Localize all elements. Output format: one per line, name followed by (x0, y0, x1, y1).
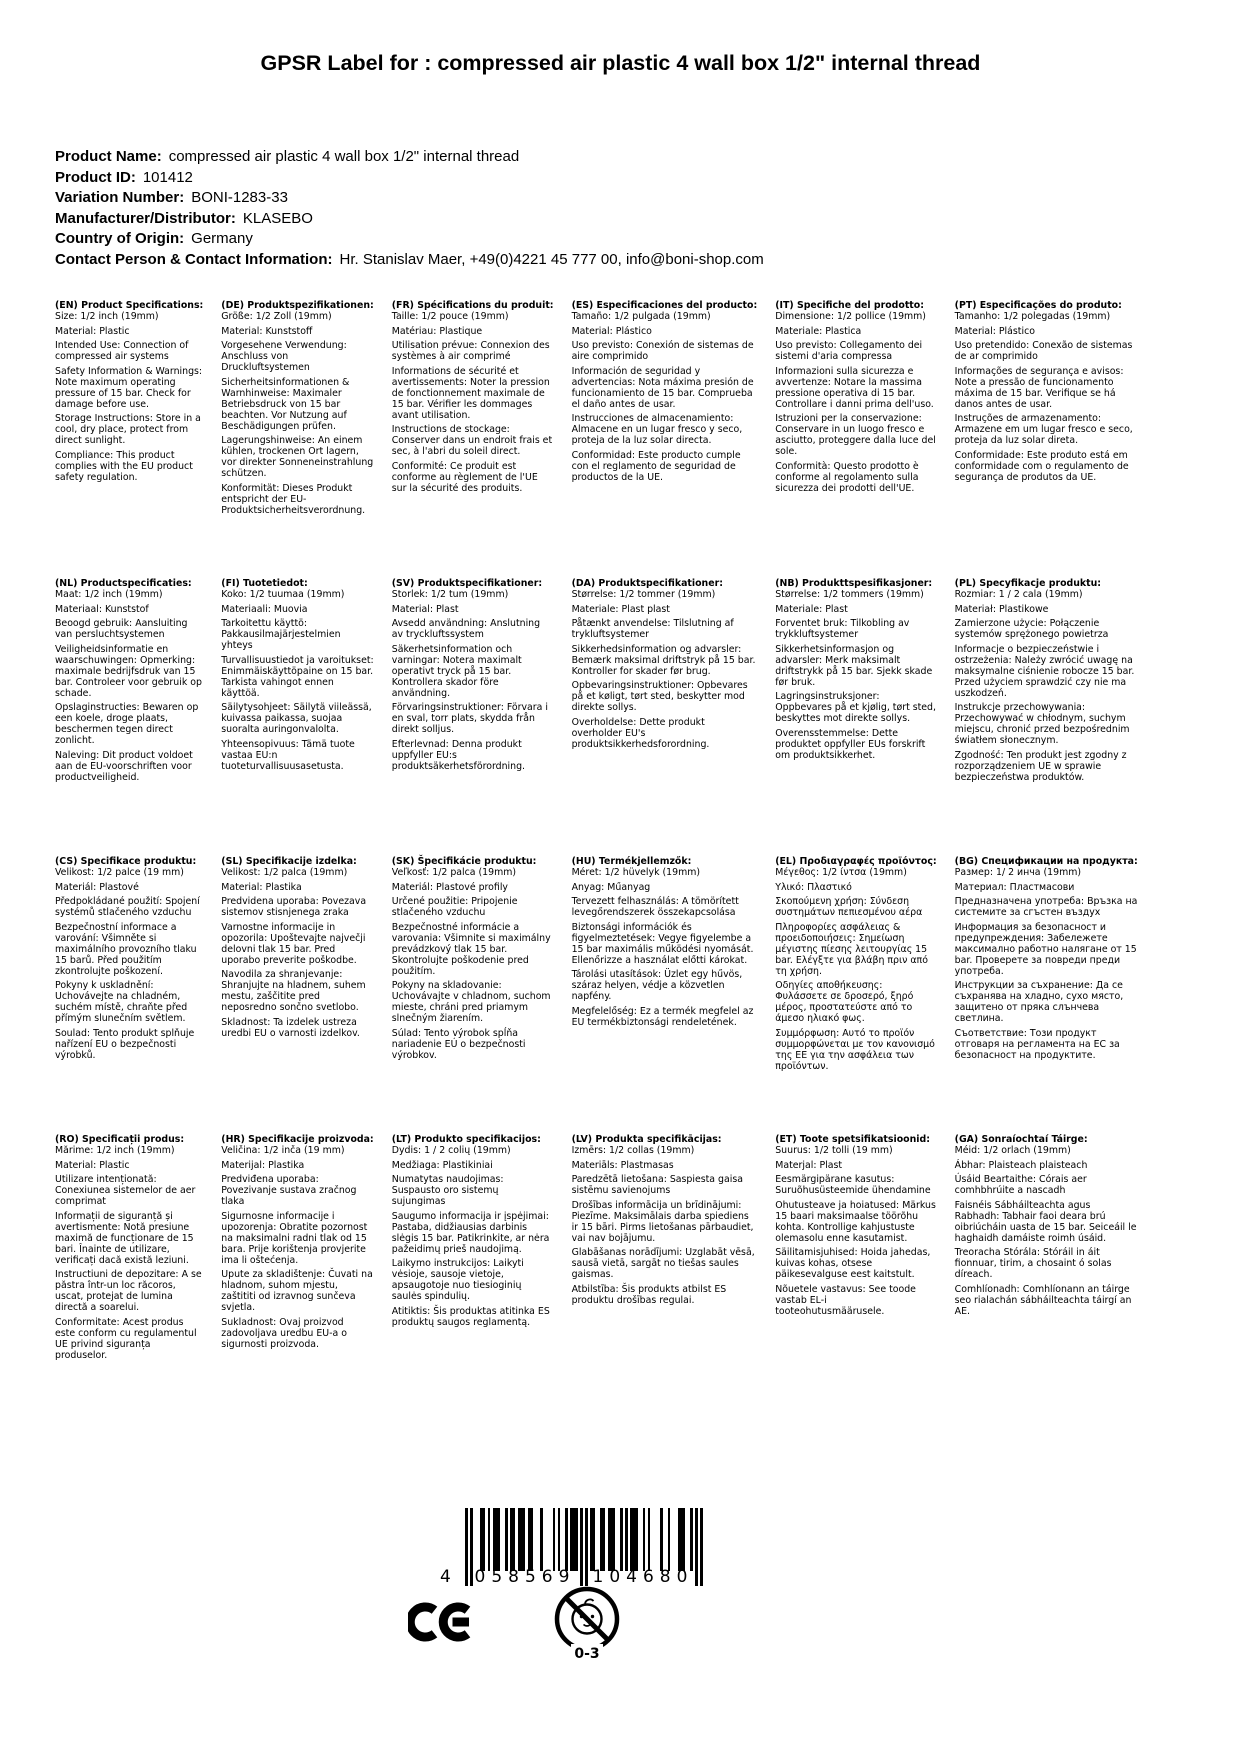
spec-paragraph: Súlad: Tento výrobok spĺňa nariadenie EÚ o bezpečnosti výrobkov. (391, 1027, 526, 1061)
spec-paragraph: Påtænkt anvendelse: Tilslutning af trykluftsystemer (571, 618, 734, 640)
spec-block-nl (55, 578, 203, 856)
spec-block-heading: (SL) Specifikacije izdelka: (221, 856, 357, 867)
spec-paragraph: Předpokládané použití: Spojení systémů stlačeného vzduchu (55, 896, 200, 918)
spec-paragraph: Uso previsto: Collegamento dei sistemi d'aria compressa (775, 340, 923, 362)
spec-block-sv (392, 578, 554, 856)
barcode-bar (488, 1508, 491, 1571)
spec-paragraph: Инструкции за съхранение: Да се съхранява на хладно, сухо място, защитено от пряка слънчева светлина. (954, 980, 1124, 1024)
spec-paragraph: Informations de sécurité et avertissements: Noter la pression de fonctionnement maximale de 15 bar. Vérifier les dommages avant utilisation. (391, 365, 550, 421)
spec-block-da (572, 578, 758, 856)
spec-paragraph: Utilisation prévue: Connexion des systèmes à air comprimé (391, 340, 550, 362)
spec-block-it (775, 300, 936, 578)
spec-paragraph: Säkerhetsinformation och varningar: Notera maximalt operativt tryck på 15 bar. Kontrollera skador före användning. (391, 643, 522, 699)
spec-paragraph: Atbilstība: Šis produkts atbilst ES produktu drošības regulai. (571, 1283, 727, 1306)
product-field (55, 147, 1035, 168)
barcode-bar (480, 1508, 485, 1571)
product-field (55, 168, 1035, 189)
spec-paragraph: Maat: 1/2 inch (19mm) (55, 589, 163, 600)
spec-paragraph: Instructions de stockage: Conserver dans un endroit frais et sec, à l'abri du soleil direct. (391, 424, 553, 457)
product-field-value: Hr. Stanislav Maer, +49(0)4221 45 777 00, info@boni-shop.com (339, 250, 764, 268)
spec-paragraph: Soulad: Tento produkt splňuje nařízení EU o bezpečnosti výrobků. (55, 1027, 195, 1061)
spec-paragraph: Sikkerhetsinformasjon og advarsler: Merk maksimalt driftstrykk på 15 bar. Sjekk skade før bruk. (775, 643, 933, 688)
spec-paragraph: Säilytysohjeet: Säilytä viileässä, kuivassa paikassa, suojaa suoralta auringonvalolta. (221, 702, 372, 735)
barcode-bar (630, 1508, 638, 1571)
barcode-bar (465, 1508, 468, 1586)
spec-block-heading: (BG) Спецификации на продукта: (954, 856, 1138, 867)
spec-paragraph: Mărime: 1/2 inch (19mm) (55, 1145, 175, 1156)
spec-paragraph: Материал: Пластмасови (954, 881, 1075, 893)
barcode-bar (553, 1508, 556, 1571)
spec-paragraph: Velikost: 1/2 palce (19 mm) (55, 867, 184, 878)
product-field (55, 250, 1035, 271)
spec-paragraph: Medžiaga: Plastikiniai (391, 1159, 493, 1171)
spec-paragraph: Informacje o bezpieczeństwie i ostrzeżenia: Należy zwrócić uwagę na maksymalne ciśnienie robocze 15 bar. Przed użyciem sprawdzić czy nie ma uszkodzeń. (954, 643, 1135, 699)
spec-paragraph: Forventet bruk: Tilkobling av trykkluftsystemer (775, 618, 910, 640)
spec-block-heading: (EN) Product Specifications: (55, 300, 204, 311)
spec-paragraph: Atitiktis: Šis produktas atitinka ES produktų saugos reglamentą. (391, 1305, 550, 1328)
spec-paragraph: Предназначена употреба: Връзка на системите за сгъстен въздух (954, 896, 1138, 918)
spec-paragraph: Materiāls: Plastmasas (571, 1159, 674, 1171)
spec-paragraph: Sicherheitsinformationen & Warnhinweise: Maximaler Betriebsdruck von 15 bar beachten. Vor Nutzung auf Beschädigungen prüfen. (221, 376, 350, 432)
spec-paragraph: Materiaal: Kunststof (55, 603, 149, 615)
spec-block-cs (55, 856, 203, 1134)
spec-block-hu (572, 856, 758, 1134)
barcode-bar (620, 1508, 623, 1571)
spec-paragraph: Sigurnosne informacije i upozorenja: Obratite pozornost na maksimalni radni tlak od 15 bara. Prije korištenja provjerite ima li oštećenja. (221, 1210, 368, 1266)
spec-paragraph: Veľkosť: 1/2 palca (19mm) (391, 867, 517, 878)
spec-paragraph: Material: Plastika (221, 881, 302, 893)
spec-paragraph: Materiál: Plastové (55, 881, 139, 893)
barcode-bar (528, 1508, 533, 1571)
barcode-bar (540, 1508, 543, 1571)
spec-block-ga (955, 1134, 1138, 1412)
product-field-value: BONI-1283-33 (191, 189, 288, 207)
spec-paragraph: Naleving: Dit product voldoet aan de EU-voorschriften voor productveiligheid. (55, 749, 193, 783)
spec-paragraph: Materiál: Plastové profily (391, 881, 508, 893)
spec-paragraph: Storage Instructions: Store in a cool, dry place, protect from direct sunlight. (55, 413, 201, 446)
spec-paragraph: Comhlíonadh: Comhlíonann an táirge seo rialachán sábháilteachta táirgí an AE. (954, 1283, 1132, 1317)
barcode-bar (510, 1508, 515, 1571)
barcode-bar (678, 1508, 686, 1571)
spec-paragraph: Velikost: 1/2 palca (19mm) (221, 867, 348, 878)
barcode-bar (565, 1508, 568, 1571)
spec-paragraph: Instruções de armazenamento: Armazene em um lugar fresco e seco, proteja da luz solar direta. (954, 413, 1133, 446)
spec-paragraph: Navodila za shranjevanje: Shranjujte na hladnem, suhem mestu, zaščitite pred neposredno sončno svetlobo. (221, 969, 366, 1013)
product-field-label: Country of Origin: (55, 230, 185, 248)
spec-paragraph: Lagringsinstruksjoner: Oppbevares på et kjølig, tørt sted, beskyttes mot direkte sollys. (775, 691, 936, 724)
spec-paragraph: Saugumo informacija ir įspėjimai: Pastaba, didžiausias darbinis slėgis 15 bar. Patikrinkite, ar nėra pažeidimų prieš naudojimą. (391, 1210, 550, 1255)
barcode-bar (493, 1508, 501, 1571)
spec-block-heading: (RO) Specificații produs: (55, 1134, 185, 1145)
spec-paragraph: Predviđena uporaba: Povezivanje sustava zračnog tlaka (221, 1174, 357, 1207)
spec-block-en (55, 300, 203, 578)
product-field-value: Germany (191, 230, 253, 248)
spec-paragraph: Veličina: 1/2 inča (19 mm) (221, 1145, 345, 1156)
barcode-bar (505, 1508, 508, 1571)
spec-paragraph: Tamaño: 1/2 pulgada (19mm) (571, 311, 711, 322)
spec-block-heading: (GA) Sonraíochtaí Táirge: (954, 1134, 1088, 1145)
spec-block-et (775, 1134, 936, 1412)
spec-paragraph: Utilizare intenționată: Conexiunea sistemelor de aer comprimat (55, 1174, 196, 1207)
spec-block-heading: (LV) Produkta specifikācijas: (571, 1134, 722, 1145)
spec-paragraph: Tárolási utasítások: Üzlet egy hűvös, száraz helyen, védje a közvetlen napfény. (571, 969, 743, 1002)
spec-block-hr (221, 1134, 373, 1412)
spec-block-pl (955, 578, 1138, 856)
spec-paragraph: Conformidade: Este produto está em conformidade com o regulamento de segurança de produtos da UE. (954, 449, 1129, 483)
product-field-label: Product ID: (55, 168, 136, 186)
spec-paragraph: Opbevaringsinstruktioner: Opbevares på et køligt, tørt sted, beskytter mod direkte sollys. (571, 680, 748, 713)
spec-paragraph: Uso previsto: Conexión de sistemas de aire comprimido (571, 340, 754, 362)
barcode-bar (590, 1508, 595, 1571)
spec-paragraph: Opslaginstructies: Bewaren op een koele, droge plaats, beschermen tegen direct zonlicht. (55, 702, 199, 746)
spec-paragraph: Informazioni sulla sicurezza e avvertenze: Notare la massima pressione operativa di 15 bar. Controllare i danni prima dell'uso. (775, 365, 934, 410)
spec-paragraph: Méid: 1/2 orlach (19mm) (954, 1145, 1071, 1156)
spec-paragraph: Yhteensopivuus: Tämä tuote vastaa EU:n tuoteturvallisuusasetusta. (221, 738, 355, 772)
spec-block-heading: (EL) Προδιαγραφές προϊόντος: (775, 856, 937, 867)
spec-block-heading: (SK) Špecifikácie produktu: (391, 856, 537, 867)
spec-paragraph: Anyag: Műanyag (571, 881, 651, 893)
product-field-label: Manufacturer/Distributor: (55, 209, 236, 227)
spec-paragraph: Faisnéis Sábháilteachta agus Rabhadh: Tabhair faoi deara brú oibriúcháin uasta de 15 bar. Seiceáil le haghaidh damáiste roimh úsáid. (954, 1199, 1137, 1244)
spec-paragraph: Predvidena uporaba: Povezava sistemov stisnjenega zraka (221, 896, 367, 918)
spec-paragraph: Glabāšanas norādījumi: Uzglabāt vēsā, sausā vietā, sargāt no tiešas saules gaismas. (571, 1247, 755, 1280)
spec-block-de (221, 300, 373, 578)
spec-paragraph: Tamanho: 1/2 polegadas (19mm) (954, 311, 1111, 322)
product-field (55, 229, 1035, 250)
spec-paragraph: Lagerungshinweise: An einem kühlen, trockenen Ort lagern, vor direkter Sonneneinstrahlung schützen. (221, 435, 374, 479)
spec-paragraph: Suurus: 1/2 tolli (19 mm) (775, 1145, 893, 1156)
spec-paragraph: Konformität: Dieses Produkt entspricht der EU-Produktsicherheitsverordnung. (221, 482, 366, 516)
spec-paragraph: Numatytas naudojimas: Suspausto oro sistemų sujungimas (391, 1174, 504, 1207)
spec-paragraph: Upute za skladištenje: Čuvati na hladnom, suhom mjestu, zaštititi od izravnog sunčeva svjetla. (221, 1269, 373, 1313)
spec-block-sl (221, 856, 373, 1134)
spec-paragraph: Conformitate: Acest produs este conform cu regulamentul UE privind siguranța produselor. (55, 1316, 197, 1361)
spec-block-es (572, 300, 758, 578)
spec-block-heading: (LT) Produkto specifikacijos: (391, 1134, 541, 1145)
spec-paragraph: Izmērs: 1/2 collas (19mm) (571, 1145, 695, 1156)
spec-paragraph: Nõuetele vastavus: See toode vastab EL-i tooteohutusmäärusele. (775, 1283, 916, 1317)
spec-paragraph: Съответствие: Този продукт отговаря на регламента на ЕС за безопасност на продуктите. (954, 1027, 1120, 1061)
spec-paragraph: Material: Plastic (55, 1159, 130, 1171)
barcode-bar (643, 1508, 646, 1571)
spec-paragraph: Materiale: Plast (775, 603, 848, 615)
spec-paragraph: Biztonsági információk és figyelmeztetések: Vegye figyelembe a 15 bar maximális működési nyomását. Ellenőrizze a használat előtti károkat. (571, 921, 754, 966)
spec-paragraph: Zgodność: Ten produkt jest zgodny z rozporządzeniem UE w sprawie bezpieczeństwa produktów. (954, 749, 1127, 783)
spec-block-heading: (DE) Produktspezifikationen: (221, 300, 374, 311)
spec-paragraph: Instrucciones de almacenamiento: Almacene en un lugar fresco y seco, proteja de la luz solar directa. (571, 413, 743, 446)
spec-block-heading: (FR) Spécifications du produit: (391, 300, 554, 311)
barcode-bar (608, 1508, 616, 1571)
spec-paragraph: Pokyny na skladovanie: Uchovávajte v chladnom, suchom mieste, chráni pred priamym slnečným žiarením. (391, 980, 551, 1024)
spec-block-fi (221, 578, 373, 856)
spec-paragraph: Размер: 1/ 2 инча (19mm) (954, 867, 1082, 878)
spec-paragraph: Οδηγίες αποθήκευσης: Φυλάσσετε σε δροσερό, ξηρό μέρος, προστατεύστε από το άμεσο ηλιακό φως. (775, 980, 914, 1024)
spec-paragraph: Intended Use: Connection of compressed air systems (55, 340, 189, 362)
spec-block-heading: (NL) Productspecificaties: (55, 578, 192, 589)
product-info (55, 147, 1035, 271)
spec-block-heading: (PL) Specyfikacje produktu: (954, 578, 1102, 589)
barcode-bar (570, 1508, 578, 1571)
barcode-bar (600, 1508, 605, 1571)
spec-paragraph: Instructiuni de depozitare: A se păstra într-un loc răcoros, uscat, protejat de lumina directă a soarelui. (55, 1269, 202, 1313)
spec-paragraph: Méret: 1/2 hüvelyk (19mm) (571, 867, 700, 878)
barcode-digits-left: 058569 (474, 1567, 576, 1587)
spec-block-fr (392, 300, 554, 578)
spec-paragraph: Πληροφορίες ασφάλειας & προειδοποιήσεις: Σημείωση μέγιστης πίεσης λειτουργίας 15 bar. Ελέγξτε για βλάβη πριν από τη χρήση. (775, 921, 928, 977)
spec-block-ro (55, 1134, 203, 1412)
spec-block-heading: (PT) Especificações do produto: (954, 300, 1122, 311)
spec-paragraph: Material: Plástico (954, 325, 1035, 337)
spec-paragraph: Dimensione: 1/2 pollice (19mm) (775, 311, 926, 322)
product-field-label: Product Name: (55, 148, 162, 165)
spec-paragraph: Material: Plastic (55, 325, 130, 337)
spec-block-lv (572, 1134, 758, 1412)
barcode-bar (700, 1508, 703, 1586)
spec-paragraph: Größe: 1/2 Zoll (19mm) (221, 311, 332, 322)
spec-block-bg (955, 856, 1138, 1134)
spec-paragraph: Ohutusteave ja hoiatused: Märkus 15 baari maksimaalse töörõhu kohta. Kontrollige kahjustuste olemasolu enne kasutamist. (775, 1199, 936, 1244)
spec-paragraph: Material: Kunststoff (221, 325, 313, 337)
spec-paragraph: Megfelelőség: Ez a termék megfelel az EU termékbiztonsági rendeletének. (571, 1005, 754, 1028)
spec-block-el (775, 856, 936, 1134)
spec-paragraph: Sikkerhedsinformation og advarsler: Bemærk maksimal driftstryk på 15 bar. Kontroller for skader før brug. (571, 643, 756, 677)
spec-paragraph: Informações de segurança e avisos: Note a pressão de funcionamento máxima de 15 bar. Verifique se há danos antes de usar. (954, 365, 1124, 410)
spec-paragraph: Veiligheidsinformatie en waarschuwingen: Opmerking: maximale bedrijfsdruk van 15 bar. Controleer voor gebruik op schade. (55, 643, 202, 699)
spec-paragraph: Treoracha Stórála: Stóráil in áit fionnuar, tirim, a chosaint ó solas díreach. (954, 1247, 1112, 1280)
spec-paragraph: Rozmiar: 1 / 2 cala (19mm) (954, 589, 1083, 600)
spec-paragraph: Conformité: Ce produit est conforme au règlement de l'UE sur la sécurité des produits. (391, 460, 538, 494)
barcode-bar (580, 1508, 583, 1586)
barcode-digit-first: 4 (440, 1567, 451, 1587)
spec-paragraph: Určené použitie: Pripojenie stlačeného vzduchu (391, 896, 518, 918)
spec-paragraph: Material: Plast (391, 603, 459, 615)
spec-paragraph: Información de seguridad y advertencias: Nota máxima presión de funcionamiento de 15 bar. Comprueba el daño antes de usar. (571, 365, 754, 410)
spec-paragraph: Sukladnost: Ovaj proizvod zadovoljava uredbu EU-a o sigurnosti proizvoda. (221, 1316, 347, 1350)
spec-paragraph: Laikymo instrukcijos: Laikyti vėsioje, sausoje vietoje, apsaugotoje nuo tiesioginių saulės spindulių. (391, 1258, 524, 1302)
product-field-value: KLASEBO (242, 209, 313, 227)
product-field-label: Contact Person & Contact Information: (55, 250, 333, 268)
spec-paragraph: Size: 1/2 inch (19mm) (55, 311, 159, 322)
product-field-label: Variation Number: (55, 189, 185, 207)
product-field (55, 209, 1035, 230)
spec-paragraph: Tarkoitettu käyttö: Pakkausilmajärjestelmien yhteys (221, 618, 341, 651)
spec-paragraph: Drošības informācija un brīdinājumi: Piezīme. Maksimālais darba spiediens ir 15 bāri. Pirms lietošanas pārbaudiet, vai nav bojājumu. (571, 1199, 754, 1244)
spec-paragraph: Størrelse: 1/2 tommers (19mm) (775, 589, 924, 600)
spec-block-heading: (HU) Termékjellemzők: (571, 856, 692, 867)
spec-paragraph: Vorgesehene Verwendung: Anschluss von Druckluftsystemen (221, 340, 347, 373)
spec-block-heading: (FI) Tuotetiedot: (221, 578, 308, 589)
spec-paragraph: Overensstemmelse: Dette produktet oppfyller EUs forskrift om produktsikkerhet. (775, 727, 926, 761)
page-title: GPSR Label for : compressed air plastic 4 wall box 1/2" internal thread (260, 51, 981, 75)
barcode-bar (695, 1508, 698, 1586)
spec-block-heading: (ET) Toote spetsifikatsioonid: (775, 1134, 930, 1145)
language-grid (55, 300, 1138, 1412)
spec-paragraph: Efterlevnad: Denna produkt uppfyller EU:s produktsäkerhetsförordning. (391, 738, 526, 772)
spec-paragraph: Material: Plástico (571, 325, 652, 337)
spec-paragraph: Förvaringsinstruktioner: Förvara i en sval, torr plats, skydda från direkt solljus. (391, 702, 548, 735)
spec-paragraph: Bezpečnostné informácie a varovania: Všimnite si maximálny prevádzkový tlak 15 bar. Skontrolujte poškodenie pred použitím. (391, 921, 551, 977)
spec-paragraph: Materiał: Plastikowe (954, 603, 1049, 615)
spec-paragraph: Avsedd användning: Anslutning av tryckluftssystem (391, 618, 541, 640)
spec-paragraph: Materijal: Plastika (221, 1159, 305, 1171)
spec-paragraph: Varnostne informacije in opozorila: Upoštevajte največji delovni tlak 15 bar. Pred uporabo preverite poškodbe. (221, 921, 366, 966)
spec-paragraph: Overholdelse: Dette produkt overholder EU's produktsikkerhedsforordning. (571, 716, 710, 750)
spec-paragraph: Materiaali: Muovia (221, 603, 308, 615)
spec-paragraph: Υλικό: Πλαστικό (775, 881, 852, 893)
spec-paragraph: Eesmärgipärane kasutus: Suruõhusüsteemide ühendamine (775, 1174, 931, 1196)
spec-block-heading: (CS) Specifikace produktu: (55, 856, 197, 867)
spec-paragraph: Matériau: Plastique (391, 325, 483, 337)
barcode-digits-right: 104680 (592, 1567, 694, 1587)
spec-paragraph: Dydis: 1 / 2 colių (19mm) (391, 1145, 511, 1156)
spec-paragraph: Paredzētā lietošana: Saspiesta gaisa sistēmu savienojums (571, 1174, 743, 1196)
barcode-bar (648, 1508, 651, 1571)
spec-block-heading: (HR) Specifikacije proizvoda: (221, 1134, 374, 1145)
spec-paragraph: Σκοπούμενη χρήση: Σύνδεση συστημάτων πεπιεσμένου αέρα (775, 896, 923, 918)
spec-paragraph: Pokyny k uskladnění: Uchovávejte na chladném, suchém místě, chraňte před přímým slunečním světlem. (55, 980, 188, 1024)
spec-paragraph: Informații de siguranță și avertismente: Notă presiune maximă de funcționare de 15 bari. Înainte de utilizare, verificați dacă există leziuni. (55, 1210, 194, 1266)
spec-block-sk (392, 856, 554, 1134)
spec-paragraph: Materjal: Plast (775, 1159, 843, 1171)
spec-paragraph: Koko: 1/2 tuumaa (19mm) (221, 589, 345, 600)
barcode-bar (558, 1508, 561, 1571)
spec-paragraph: Storlek: 1/2 tum (19mm) (391, 589, 509, 600)
spec-block-nb (775, 578, 936, 856)
spec-paragraph: Bezpečnostní informace a varování: Všimněte si maximálního provozního tlaku 15 barů. Před použitím zkontrolujte poškození. (55, 921, 197, 977)
product-field-value: 101412 (142, 168, 193, 186)
spec-paragraph: Säilitamisjuhised: Hoida jahedas, kuivas kohas, otsese päikesevalguse eest kaitstult. (775, 1247, 931, 1280)
age-warning-0-3-icon (552, 1580, 622, 1664)
spec-block-heading: (IT) Specifiche del prodotto: (775, 300, 924, 311)
spec-paragraph: Materiale: Plast plast (571, 603, 670, 615)
spec-paragraph: Conformidad: Este producto cumple con el reglamento de seguridad de productos de la UE. (571, 449, 741, 483)
barcode-bar (585, 1508, 588, 1586)
product-field-value: compressed air plastic 4 wall box 1/2" internal thread (168, 148, 520, 165)
spec-block-lt (392, 1134, 554, 1412)
age-warning-label: 0-3 (574, 1646, 600, 1662)
spec-paragraph: Uso pretendido: Conexão de sistemas de ar comprimido (954, 340, 1133, 362)
spec-paragraph: Instrukcje przechowywania: Przechowywać w chłodnym, suchym miejscu, chronić przed bezpośrednim światłem słonecznym. (954, 702, 1130, 746)
spec-block-heading: (ES) Especificaciones del producto: (571, 300, 758, 311)
spec-paragraph: Ábhar: Plaisteach plaisteach (954, 1159, 1088, 1171)
spec-paragraph: Taille: 1/2 pouce (19mm) (391, 311, 509, 322)
barcode-bar (668, 1508, 671, 1571)
spec-block-pt (955, 300, 1138, 578)
spec-paragraph: Skladnost: Ta izdelek ustreza uredbi EU o varnosti izdelkov. (221, 1016, 360, 1039)
spec-paragraph: Zamierzone użycie: Połączenie systemów sprężonego powietrza (954, 618, 1109, 640)
spec-paragraph: Safety Information & Warnings: Note maximum operating pressure of 15 bar. Check for damage before use. (55, 365, 203, 410)
spec-paragraph: Μέγεθος: 1/2 ίντσα (19mm) (775, 867, 907, 878)
barcode-bar (625, 1508, 628, 1571)
barcode-bar (660, 1508, 663, 1571)
barcode-bar (690, 1508, 693, 1571)
product-field (55, 188, 1035, 209)
spec-paragraph: Turvallisuustiedot ja varoitukset: Enimmäiskäyttöpaine on 15 bar. Tarkista vahingot ennen käyttöä. (221, 654, 374, 699)
spec-paragraph: Συμμόρφωση: Αυτό το προϊόν συμμορφώνεται με τον κανονισμό της ΕΕ για την ασφάλεια των προϊόντων. (775, 1027, 935, 1072)
spec-paragraph: Compliance: This product complies with the EU product safety regulation. (55, 449, 193, 483)
spec-paragraph: Istruzioni per la conservazione: Conservare in un luogo fresco e asciutto, proteggere dalla luce del sole. (775, 413, 936, 457)
spec-block-heading: (DA) Produktspecifikationer: (571, 578, 723, 589)
spec-paragraph: Информация за безопасност и предупреждения: Забележете максимално работно налягане от 15 bar. Проверете за повреди преди употреба. (954, 921, 1137, 977)
spec-block-heading: (NB) Produkttspesifikasjoner: (775, 578, 933, 589)
spec-block-heading: (SV) Produktspecifikationer: (391, 578, 543, 589)
barcode-bar (518, 1508, 526, 1571)
ce-mark-icon (408, 1596, 476, 1648)
spec-paragraph: Úsáid Beartaithe: Córais aer comhbhrúite a nascadh (954, 1174, 1087, 1196)
spec-paragraph: Conformità: Questo prodotto è conforme al regolamento sulla sicurezza dei prodotti dell'UE. (775, 460, 919, 494)
spec-paragraph: Beoogd gebruik: Aansluiting van persluchtsystemen (55, 618, 188, 640)
spec-paragraph: Tervezett felhasználás: A tömörített levegőrendszerek összekapcsolása (571, 896, 739, 918)
spec-paragraph: Materiale: Plastica (775, 325, 862, 337)
spec-paragraph: Størrelse: 1/2 tommer (19mm) (571, 589, 716, 600)
